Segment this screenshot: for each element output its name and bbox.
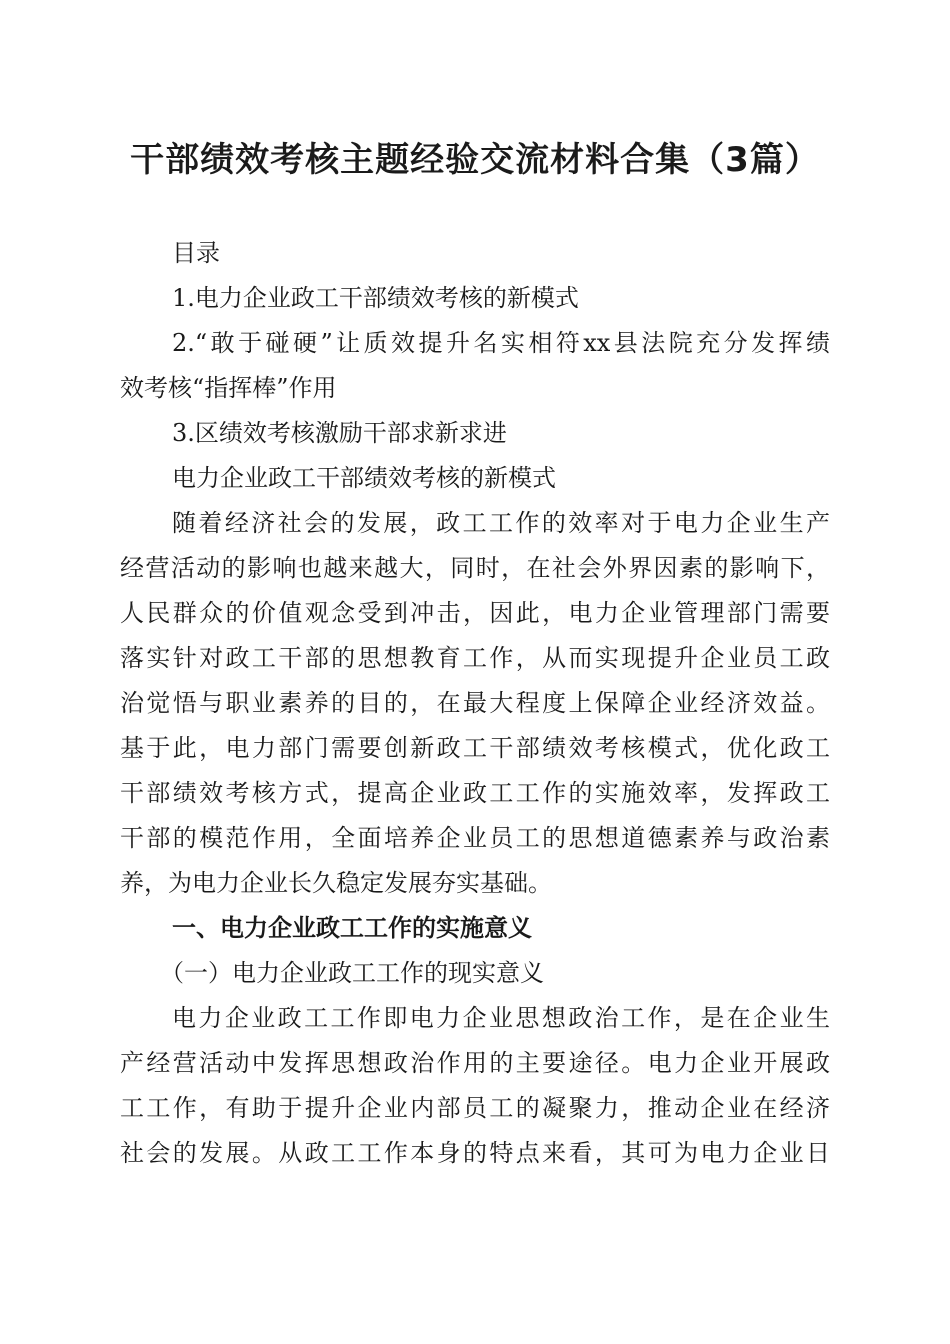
subsection-heading: （一）电力企业政工工作的现实意义 xyxy=(160,959,544,987)
toc-item-2-line-2: 效考核“指挥棒”作用 xyxy=(120,374,337,402)
article-title: 电力企业政工干部绩效考核的新模式 xyxy=(172,464,556,492)
toc-heading: 目录 xyxy=(172,239,220,267)
paragraph-line: 工工作，有助于提升企业内部员工的凝聚力，推动企业在经济 xyxy=(120,1094,830,1122)
paragraph-line: 治觉悟与职业素养的目的，在最大程度上保障企业经济效益。 xyxy=(120,689,830,717)
paragraph-line: 干部的模范作用，全面培养企业员工的思想道德素养与政治素 xyxy=(120,824,830,852)
document-title: 干部绩效考核主题经验交流材料合集（3篇） xyxy=(130,140,820,180)
paragraph-line: 人民群众的价值观念受到冲击，因此，电力企业管理部门需要 xyxy=(120,599,830,627)
toc-item-2-line-1: 2.“敢于碰硬”让质效提升名实相符xx县法院充分发挥绩 xyxy=(172,329,830,357)
toc-item-3: 3.区绩效考核激励干部求新求进 xyxy=(172,419,507,447)
paragraph-line: 电力企业政工工作即电力企业思想政治工作，是在企业生 xyxy=(172,1004,830,1032)
paragraph-line: 落实针对政工干部的思想教育工作，从而实现提升企业员工政 xyxy=(120,644,830,672)
toc-item-1: 1.电力企业政工干部绩效考核的新模式 xyxy=(172,284,579,312)
paragraph-line: 干部绩效考核方式，提高企业政工工作的实施效率，发挥政工 xyxy=(120,779,830,807)
paragraph-line: 基于此，电力部门需要创新政工干部绩效考核模式，优化政工 xyxy=(120,734,830,762)
paragraph-line: 社会的发展。从政工工作本身的特点来看，其可为电力企业日 xyxy=(120,1139,830,1167)
section-heading: 一、电力企业政工工作的实施意义 xyxy=(172,914,532,942)
paragraph-line: 产经营活动中发挥思想政治作用的主要途径。电力企业开展政 xyxy=(120,1049,830,1077)
paragraph-line: 养，为电力企业长久稳定发展夯实基础。 xyxy=(120,869,552,897)
paragraph-line: 随着经济社会的发展，政工工作的效率对于电力企业生产 xyxy=(172,509,830,537)
paragraph-line: 经营活动的影响也越来越大，同时，在社会外界因素的影响下， xyxy=(120,554,830,582)
